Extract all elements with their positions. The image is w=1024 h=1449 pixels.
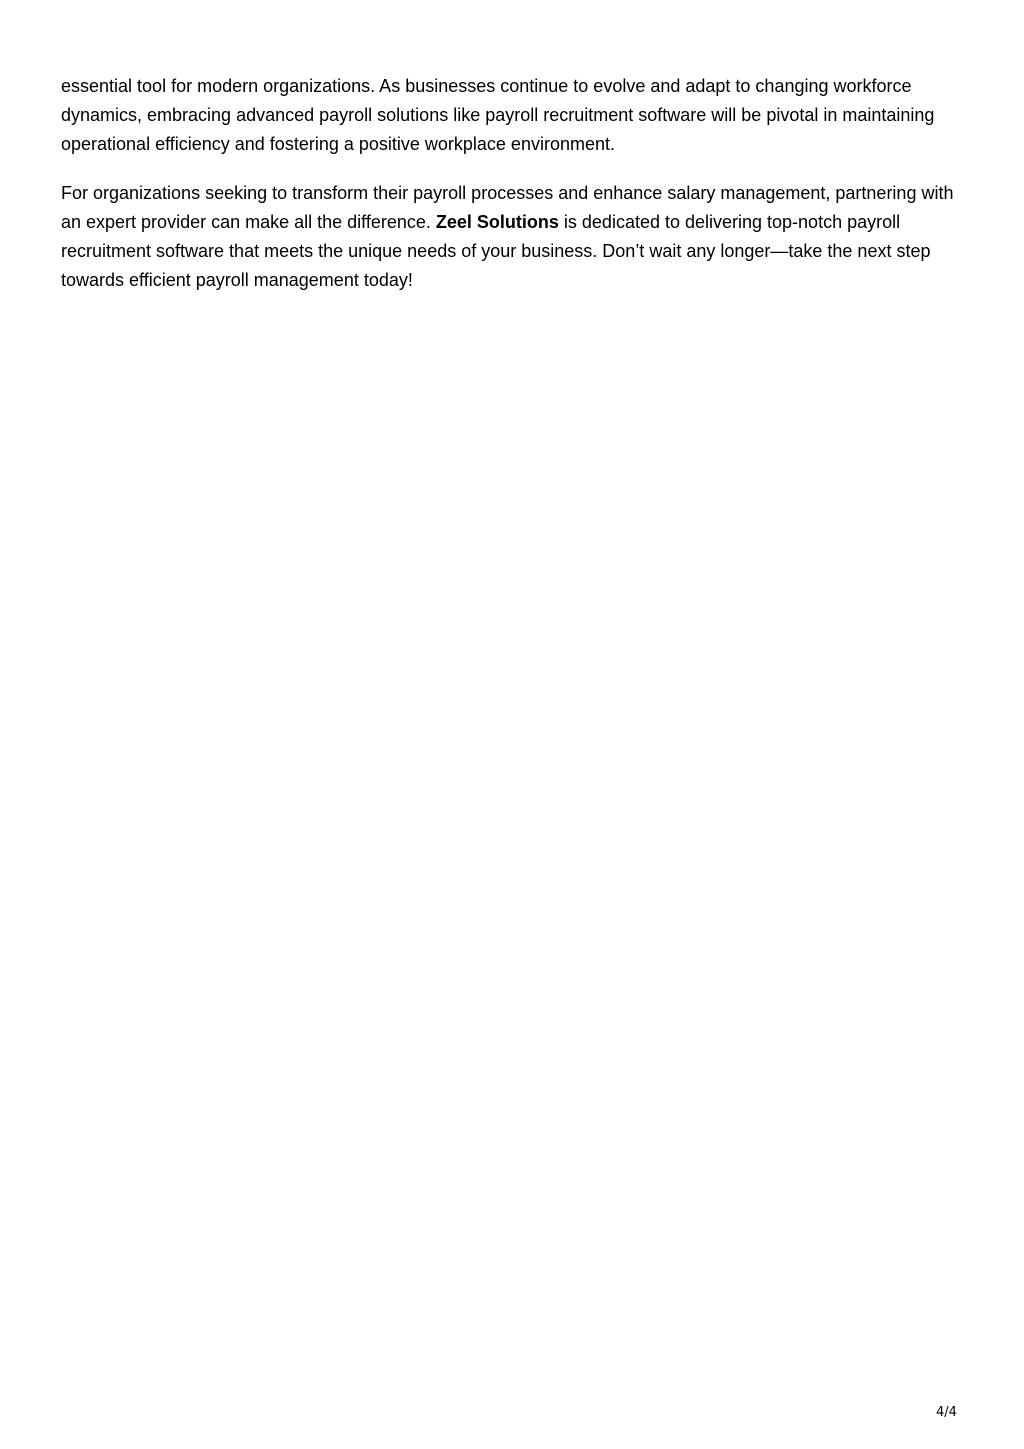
- paragraph-call-to-action: [61, 179, 961, 295]
- paragraph-conclusion: essential tool for modern organizations. As businesses continue to evolve and adapt to changing workforce dynamics, embracing advanced payroll solutions like payroll recruitment software will be pivotal in maintaining operational efficiency and fostering a positive workplace environment.: [61, 76, 935, 154]
- page-content: [61, 72, 961, 315]
- page-number: 4/4: [936, 1405, 957, 1420]
- cta-text-end: is dedicated to delivering top-notch payroll recruitment software that meets the unique needs of your business. Don’t wait any longer—take the next step towards efficient payroll management today!: [61, 212, 931, 290]
- cta-text-start: For organizations seeking to transform their payroll processes and enhance salary management, partnering with an expert provider can make all the difference.: [61, 183, 954, 232]
- company-name: Zeel Solutions: [435, 212, 559, 232]
